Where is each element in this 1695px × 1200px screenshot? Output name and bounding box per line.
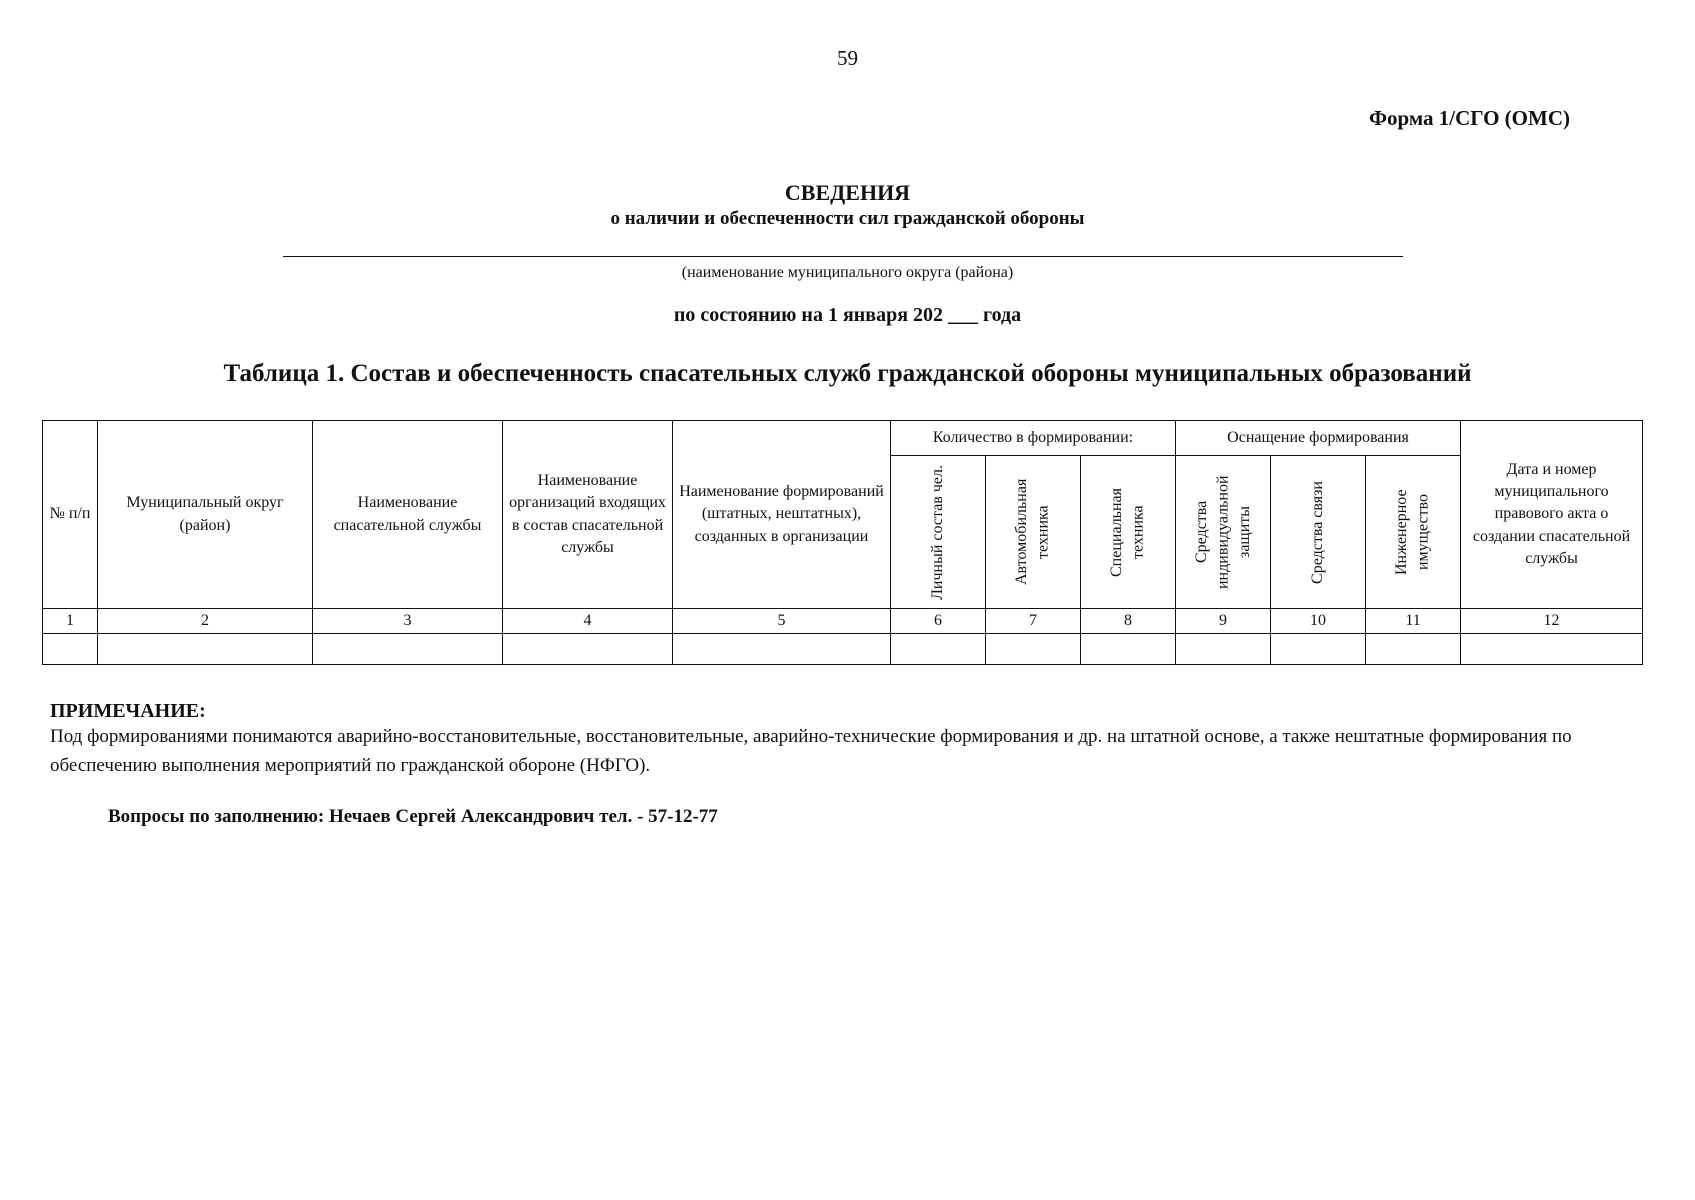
header-group-equipment: Оснащение формирования: [1176, 421, 1461, 456]
empty-cell: [986, 634, 1081, 665]
rescue-services-table: [42, 420, 1643, 665]
column-number: 12: [1461, 609, 1643, 634]
empty-cell: [503, 634, 673, 665]
document-title: СВЕДЕНИЯ: [784, 180, 911, 205]
header-special-equipment: [1081, 456, 1176, 609]
municipality-caption: (наименование муниципального округа (района): [681, 264, 1014, 281]
header-group-quantity: Количество в формировании:: [891, 421, 1176, 456]
header-special-equipment-text: Специальная техника: [1108, 487, 1147, 577]
column-number: 11: [1366, 609, 1461, 634]
column-number: 9: [1176, 609, 1271, 634]
table-title: Таблица 1. Состав и обеспеченность спасательных служб гражданской обороны муниципальных образований: [223, 360, 1472, 387]
note-text: Под формированиями понимаются аварийно-восстановительные, восстановительные, аварийно-технические формирования и др. на штатной основе, а также нештатные формирования по обеспечению выполнения мероприятий по гражданской обороне (НФГО).: [50, 726, 1572, 777]
empty-cell: [1366, 634, 1461, 665]
header-formations: Наименование формирований (штатных, нештатных), созданных в организации: [673, 421, 891, 609]
empty-cell: [1461, 634, 1643, 665]
column-number: 6: [891, 609, 986, 634]
column-number: 10: [1271, 609, 1366, 634]
header-communications: [1271, 456, 1366, 609]
header-personnel: [891, 456, 986, 609]
header-protection: [1176, 456, 1271, 609]
header-protection-text: Средства индивидуальной защиты: [1192, 475, 1253, 589]
header-vehicles-text: Автомобильная техника: [1013, 478, 1052, 586]
form-code: Форма 1/СГО (ОМС): [1368, 106, 1570, 130]
empty-cell: [1081, 634, 1176, 665]
empty-cell: [313, 634, 503, 665]
table-row: [43, 634, 1643, 665]
header-legal-act: Дата и номер муниципального правового акта о создании спасательной службы: [1461, 421, 1643, 609]
column-number: 3: [313, 609, 503, 634]
empty-cell: [43, 634, 98, 665]
header-communications-text: Средства связи: [1309, 480, 1327, 584]
header-organizations: Наименование организаций входящих в состав спасательной службы: [503, 421, 673, 609]
empty-cell: [98, 634, 313, 665]
empty-cell: [1176, 634, 1271, 665]
header-engineering: [1366, 456, 1461, 609]
header-service-name: Наименование спасательной службы: [313, 421, 503, 609]
column-number: 2: [98, 609, 313, 634]
date-line: по состоянию на 1 января 202 ___ года: [673, 304, 1022, 326]
header-personnel-text: Личный состав чел.: [929, 464, 947, 600]
contact-info: Вопросы по заполнению: Нечаев Сергей Александрович тел. - 57-12-77: [108, 806, 718, 827]
header-municipality: Муниципальный округ (район): [98, 421, 313, 609]
empty-cell: [891, 634, 986, 665]
empty-cell: [673, 634, 891, 665]
column-number: 7: [986, 609, 1081, 634]
document-subtitle: о наличии и обеспеченности сил гражданской обороны: [610, 208, 1085, 229]
header-number: № п/п: [43, 421, 98, 609]
column-number: 1: [43, 609, 98, 634]
empty-cell: [1271, 634, 1366, 665]
column-number: 4: [503, 609, 673, 634]
column-numbers-row: [43, 609, 1643, 634]
municipality-fill-line: [283, 256, 1403, 257]
header-vehicles: [986, 456, 1081, 609]
column-number: 8: [1081, 609, 1176, 634]
page-number: 59: [837, 46, 858, 70]
column-number: 5: [673, 609, 891, 634]
header-engineering-text: Инженерное имущество: [1393, 489, 1433, 575]
note-title: ПРИМЕЧАНИЕ:: [50, 700, 206, 722]
